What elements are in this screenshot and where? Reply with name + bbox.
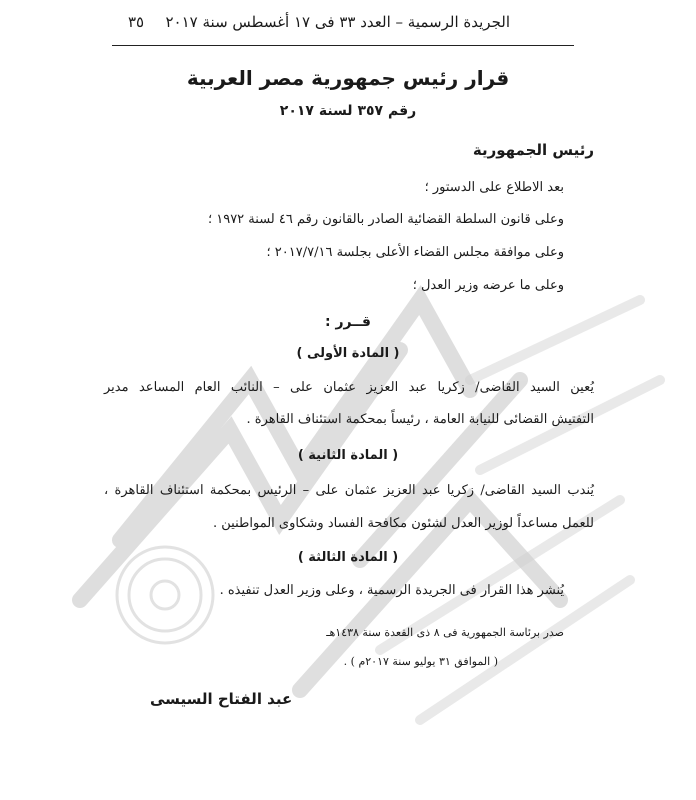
article-text-line: يُعين السيد القاضى/ زكريا عبد العزيز عثمان على – النائب العام المساعد مدير bbox=[104, 380, 594, 395]
article-heading: ( المادة الثانية ) bbox=[297, 448, 399, 463]
gregorian-date: ( الموافق ٣١ يوليو سنة ٢٠١٧م ) . bbox=[343, 655, 498, 668]
article-text-line: للعمل مساعداً لوزير العدل لشئون مكافحة الفساد وشكاوى المواطنين . bbox=[213, 516, 594, 531]
page-number: ٣٥ bbox=[128, 13, 145, 31]
decree-word: قــرر : bbox=[325, 314, 371, 330]
preamble-line: وعلى ما عرضه وزير العدل ؛ bbox=[412, 278, 564, 293]
issued-date: صدر برئاسة الجمهورية فى ٨ ذى القعدة سنة ١٤٣٨هـ bbox=[326, 626, 564, 639]
preamble-line: وعلى قانون السلطة القضائية الصادر بالقانون رقم ٤٦ لسنة ١٩٧٢ ؛ bbox=[207, 212, 564, 227]
article-heading: ( المادة الأولى ) bbox=[296, 346, 400, 361]
decree-number: رقم ٣٥٧ لسنة ٢٠١٧ bbox=[279, 103, 417, 119]
article-text-line: يُندب السيد القاضى/ زكريا عبد العزيز عثمان على – الرئيس بمحكمة استئناف القاهرة ، bbox=[104, 483, 594, 498]
decree-title: قرار رئيس جمهورية مصر العربية bbox=[186, 66, 510, 90]
article-text-line: يُنشر هذا القرار فى الجريدة الرسمية ، وعلى وزير العدل تنفيذه . bbox=[219, 583, 564, 598]
president-heading: رئيس الجمهورية bbox=[472, 141, 594, 159]
article-heading: ( المادة الثالثة ) bbox=[297, 550, 399, 565]
running-title: الجريدة الرسمية – العدد ٣٣ فى ١٧ أغسطس سنة ٢٠١٧ bbox=[165, 13, 510, 31]
signature-name: عبد الفتاح السيسى bbox=[150, 690, 293, 708]
preamble-line: وعلى موافقة مجلس القضاء الأعلى بجلسة ٢٠١٧/٧/١٦ ؛ bbox=[266, 245, 564, 260]
header-rule bbox=[112, 45, 574, 46]
preamble-line: بعد الاطلاع على الدستور ؛ bbox=[424, 180, 564, 195]
article-text-line: التفتيش القضائى للنيابة العامة ، رئيساً بمحكمة استئناف القاهرة . bbox=[246, 412, 594, 427]
